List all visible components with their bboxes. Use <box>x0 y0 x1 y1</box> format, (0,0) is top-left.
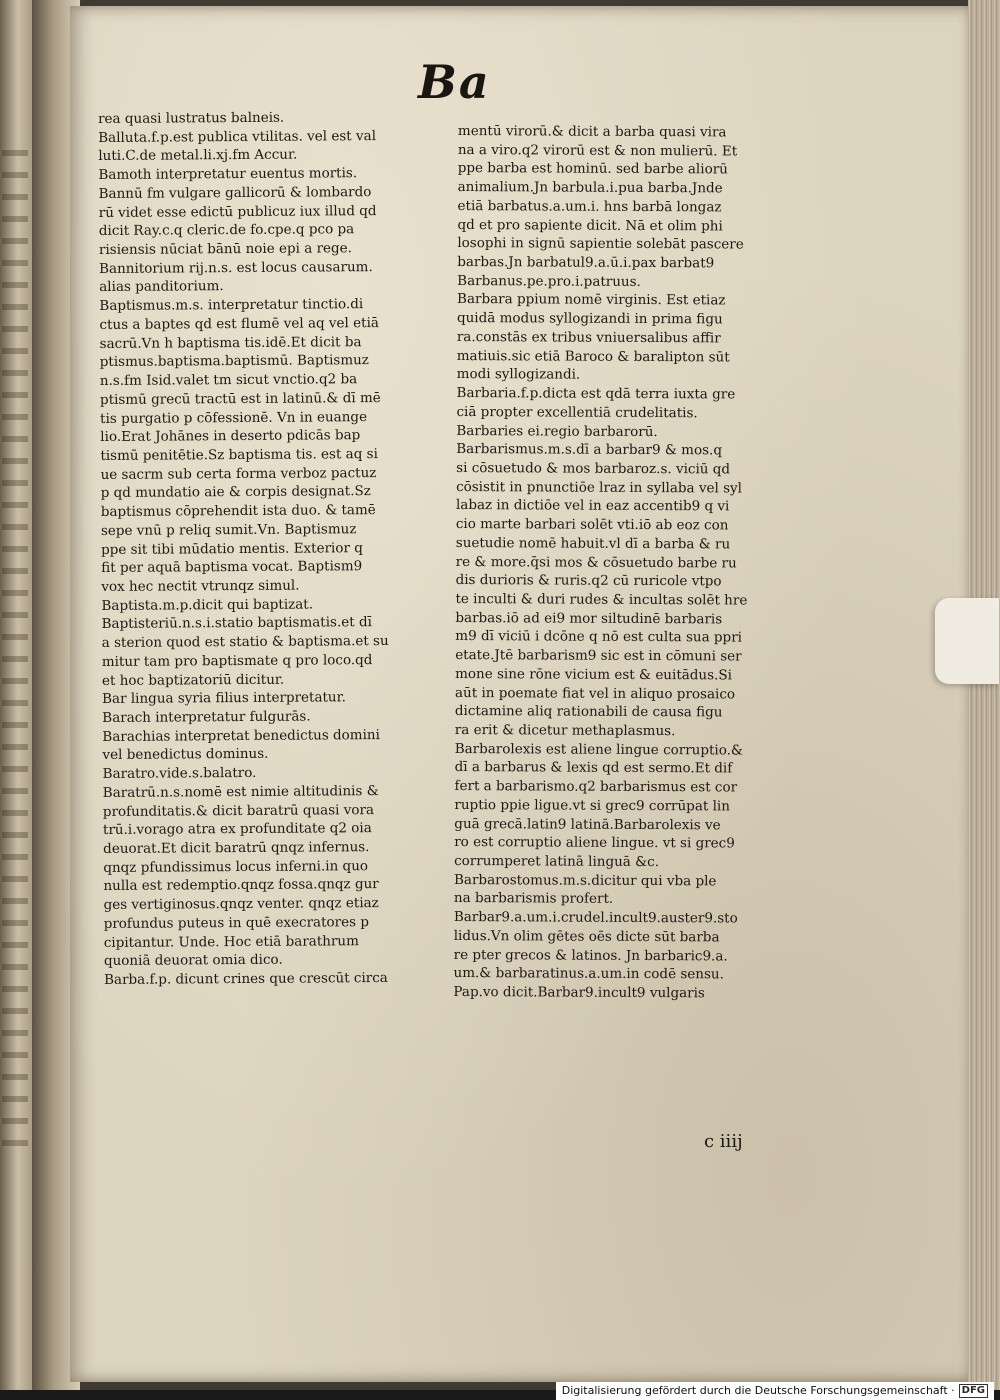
text-line: aūt in poemate fiat vel in aliquo prosaico <box>454 684 736 703</box>
text-line: ges vertiginosus.qnqz venter. qnqz etiaz <box>103 895 379 914</box>
text-line: suetudie nomē habuit.vl dī a barba & ru <box>455 534 731 553</box>
text-line: rū videt esse edictū publicuz iux illud qd <box>98 202 377 221</box>
text-line: deuorat.Et dicit baratrū qnqz infernus. <box>103 839 370 858</box>
text-line: Baptismus.m.s. interpretatur tinctio.di <box>99 296 364 315</box>
text-line: sepe vnū p reliq sumit.Vn. Baptismuz <box>100 521 357 539</box>
text-line: ctus a baptes qd est flumē vel aq vel etiā <box>99 314 379 333</box>
page-clip <box>935 598 999 684</box>
text-line: alias panditorium. <box>99 278 224 296</box>
text-line: ptismū grecū tractū est in latinū.& dī mē <box>99 389 381 408</box>
text-line: vel benedictus dominus. <box>102 746 269 764</box>
text-line: mentū virorū.& dicit a barba quasi vira <box>457 122 727 141</box>
text-line: cio marte barbari solēt vti.iō ab eoz con <box>455 516 729 534</box>
text-line: Barbarostomus.m.s.dicitur qui vba ple <box>453 871 717 890</box>
text-line: Barach interpretatur fulgurās. <box>102 708 311 726</box>
text-line: Bamoth interpretatur euentus mortis. <box>98 165 358 184</box>
text-line: um.& barbaratinus.a.um.in codē sensu. <box>453 965 724 983</box>
text-line: qnqz pfundissimus locus inferni.in quo <box>103 857 369 876</box>
text-line: re pter grecos & latinos. Jn barbaric9.a. <box>453 946 728 965</box>
text-line: etiā barbatus.a.um.i. hns barbā longaz <box>457 197 722 216</box>
text-line: guā grecā.latin9 latinā.Barbarolexis ve <box>454 815 721 833</box>
text-line: animalium.Jn barbula.i.pua barba.Jnde <box>457 179 723 197</box>
text-line: ra erit & dicetur methaplasmus. <box>454 721 676 740</box>
text-line: ciā propter excellentiā crudelitatis. <box>456 403 698 422</box>
text-line: dictamine aliq rationabili de causa figu <box>454 703 723 721</box>
right-text-column <box>453 122 810 1004</box>
signature-mark: c iiij <box>704 1131 743 1152</box>
text-line: barbas.iō ad ei9 mor siltudinē barbaris <box>455 609 723 628</box>
text-line: Baratrū.n.s.nomē est nimie altitudinis & <box>102 782 379 801</box>
text-line: cōsistit in pnunctiōe lraz in syllaba vel syl <box>456 478 743 497</box>
text-line: mone sine rōne vicium est & euitādus.Si <box>455 665 732 684</box>
text-line: Barachias interpretat benedictus domini <box>102 726 380 745</box>
text-line: ppe barba est hominū. sed barbe aliorū <box>457 160 728 178</box>
text-line: a sterion quod est statio & baptisma.et su <box>101 633 389 652</box>
text-line: cipitantur. Unde. Hoc etiā barathrum <box>103 932 359 951</box>
text-line: na a viro.q2 virorū est & non mulierū. Et <box>457 141 738 160</box>
text-line: Balluta.f.p.est publica vtilitas. vel est val <box>98 127 377 146</box>
text-line: corrumperet latinā linguā &c. <box>454 853 660 871</box>
text-line: te inculti & duri rudes & incultas solēt hre <box>455 590 748 609</box>
text-line: Barbanus.pe.pro.i.patruus. <box>457 272 641 290</box>
left-text-column <box>98 107 464 989</box>
text-line: quoniā deuorat omia dico. <box>103 952 283 970</box>
text-line: trū.i.vorago atra ex profunditate q2 oia <box>102 820 372 839</box>
text-line: Baptisteriū.n.s.i.statio baptismatis.et dī <box>101 614 372 633</box>
text-line: ppe sit tibi mūdatio mentis. Exterior q <box>101 539 363 558</box>
text-line: Barbarismus.m.s.dī a barbar9 & mos.q <box>456 441 723 459</box>
text-line: dicit Ray.c.q cleric.de fo.cpe.q pco pa <box>98 221 355 240</box>
text-line: rea quasi lustratus balneis. <box>98 109 285 127</box>
text-line: si cōsuetudo & mos barbaroz.s. viciū qd <box>456 459 731 478</box>
text-line: barbas.Jn barbatul9.a.ū.i.pax barbat9 <box>457 254 715 272</box>
text-line: dī a barbarus & lexis qd est sermo.Et dif <box>454 759 733 777</box>
facing-page-edge <box>0 0 32 1390</box>
facing-page-bleed-text <box>2 150 28 1150</box>
text-line: et hoc baptizatoriū dicitur. <box>101 671 285 689</box>
text-line: Baptista.m.p.dicit qui baptizat. <box>101 596 314 614</box>
text-line: ra.constās ex tribus vniuersalibus affir <box>456 328 721 347</box>
text-line: quidā modus syllogizandi in prima figu <box>456 310 723 328</box>
text-line: tismū penitētie.Sz baptisma tis. est aq si <box>100 445 378 464</box>
text-line: re & more.q̄si mos & cōsuetudo barbe ru <box>455 553 737 571</box>
text-line: p qd mundatio aie & corpis designat.Sz <box>100 483 371 502</box>
text-line: Pap.vo dicit.Barbar9.incult9 vulgaris <box>453 984 705 1002</box>
text-line: profundus puteus in quē execratores p <box>103 914 369 932</box>
text-line: luti.C.de metal.li.xj.fm Accur. <box>98 147 298 165</box>
text-line: modi syllogizandi. <box>456 366 581 383</box>
funding-credit <box>556 1382 994 1400</box>
text-line: nulla est redemptio.qnqz fossa.qnqz gur <box>103 876 379 895</box>
footer-bar <box>0 1384 1000 1400</box>
text-line: sacrū.Vn h baptisma tis.idē.Et dicit ba <box>99 333 362 352</box>
text-line: lio.Erat Johānes in deserto pdicās bap <box>100 427 361 446</box>
text-line: na barbarismis profert. <box>453 890 614 908</box>
text-line: vox hec nectit vtrunqz simul. <box>101 577 300 595</box>
text-line: profunditatis.& dicit baratrū quasi vora <box>102 801 375 820</box>
text-line: fit per aquā baptisma vocat. Baptism9 <box>101 558 363 577</box>
text-line: risiensis nūciat bānū noie epi a rege. <box>98 240 352 259</box>
text-line: losophi in signū sapientie solebāt pascere <box>457 235 744 253</box>
text-line: ue sacrm sub certa forma verboz pactuz <box>100 464 377 483</box>
page-fore-edge <box>968 0 1000 1390</box>
text-line: fert a barbarismo.q2 barbarismus est cor <box>454 778 738 796</box>
text-line: Bar lingua syria filius interpretatur. <box>102 689 346 708</box>
text-line: Barbaria.f.p.dicta est qdā terra iuxta gre <box>456 385 736 403</box>
text-line: Bannū fm vulgare gallicorū & lombardo <box>98 183 372 202</box>
text-line: matiuis.sic etiā Baroco & baralipton sūt <box>456 347 730 366</box>
text-line: mitur tam pro baptismate q pro loco.qd <box>101 651 373 670</box>
text-line: Barba.f.p. dicunt crines que crescūt circa <box>104 970 388 989</box>
text-line: labaz in dictiōe vel in eaz accentib9 q vi <box>455 497 730 515</box>
text-line: Barbar9.a.um.i.crudel.incult9.auster9.sto <box>453 909 738 927</box>
text-line: tis purgatio p cōfessionē. Vn in euange <box>100 408 368 427</box>
text-line: etate.Jtē barbarism9 sic est in cōmuni ser <box>455 647 742 665</box>
text-line: dis durioris & ruris.q2 cū ruricole vtpo <box>455 572 722 590</box>
text-line: Baratro.vide.s.balatro. <box>102 765 257 783</box>
text-line: Barbaries ei.regio barbarorū. <box>456 422 658 440</box>
dfg-logo: DFG <box>959 1384 988 1398</box>
text-line: ro est corruptio aliene lingue. vt si grec9 <box>454 834 735 852</box>
text-line: ruptio ppie ligue.vt si grec9 corrūpat lin <box>454 796 730 815</box>
text-line: qd et pro sapiente dicit. Nā et olim phi <box>457 216 723 234</box>
text-line: n.s.fm Isid.valet tm sicut vnctio.q2 ba <box>99 371 358 390</box>
text-line: lidus.Vn olim gētes oēs dicte sūt barba <box>453 927 720 946</box>
text-line: baptismus cōprehendit ista duo. & tamē <box>100 502 376 521</box>
text-line: m9 dī viciū i dcōne q nō est culta sua ppri <box>455 628 743 646</box>
text-line: Barbara ppium nomē virginis. Est etiaz <box>457 291 726 309</box>
text-line: Bannitorium rij.n.s. est locus causarum. <box>99 258 373 277</box>
text-line: Barbarolexis est aliene lingue corruptio.& <box>454 740 744 759</box>
running-head: Ba <box>418 55 491 109</box>
funding-credit-text: Digitalisierung gefördert durch die Deutsche Forschungsgemeinschaft · <box>561 1384 955 1397</box>
text-line: ptismus.baptisma.baptismū. Baptismuz <box>99 352 369 371</box>
